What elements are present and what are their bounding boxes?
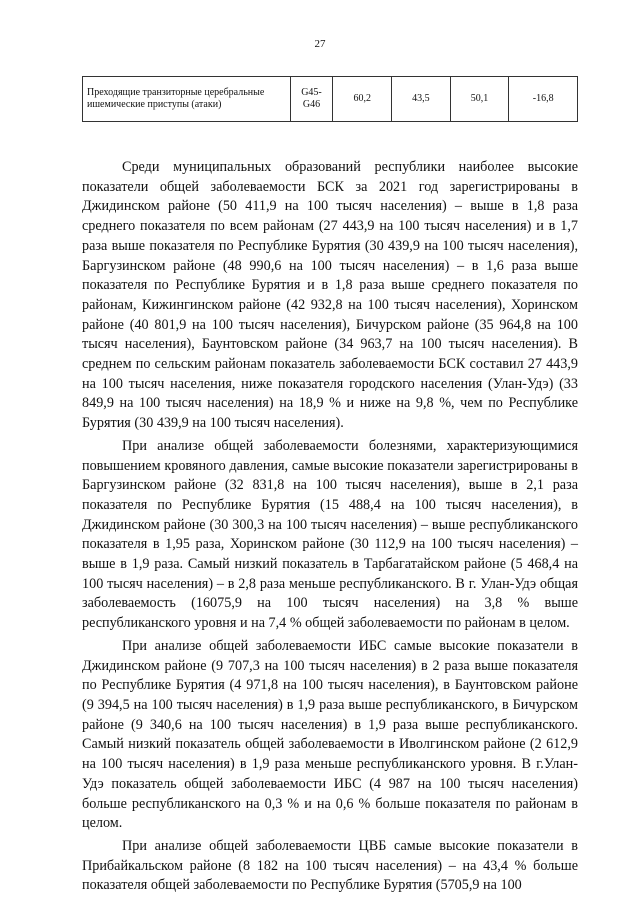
- paragraph: При анализе общей заболеваемости ИБС самые высокие показатели в Джидинском районе (9 707,3 на 100 тысяч населения) в 2 раза выше показателя по Республике Бурятия (4 971,8 на 100 тысяч населения), в Баунтовском районе (9 394,5 на 100 тысяч населения) в 1,9 раза выше республиканского, в Бичурском районе (9 340,6 на 100 тысяч населения) в 1,9 раза выше республиканского. Самый низкий показатель общей заболеваемости в Иволгинском районе (2 612,9 на 100 тысяч населения) в 1,9 раза меньше республиканского уровня. В г.Улан-Удэ показатель общей заболеваемости ИБС (4 987 на 100 тысяч населения) больше республиканского на 0,3 % и на 0,6 % больше показателя по районам в целом.: [82, 637, 578, 832]
- value-cell: 50,1: [450, 77, 509, 122]
- value-cell: -16,8: [509, 77, 578, 122]
- page-number: 27: [314, 38, 326, 50]
- value-cell: 43,5: [392, 77, 451, 122]
- paragraph: При анализе общей заболеваемости болезнями, характеризующимися повышением кровяного давления, самые высокие показатели зарегистрированы в Баргузинском районе (32 831,8 на 100 тысяч населения), выше в 2,1 раза показателя по Республике Бурятия (15 488,4 на 100 тысяч населения), в Джидинском районе (30 300,3 на 100 тысяч населения) – выше республиканского показателя в 1,95 раза, Хоринском районе (30 112,9 на 100 тысяч населения) – выше в 1,9 раза. Самый низкий показатель в Тарбагатайском районе (5 468,4 на 100 тысяч населения) – в 2,8 раза меньше республиканского. В г. Улан-Удэ общая заболеваемость (16075,9 на 100 тысяч населения) на 3,8 % выше республиканского уровня и на 7,4 % общей заболеваемости по районам в целом.: [82, 437, 578, 632]
- table-continuation: [82, 76, 578, 122]
- diagnosis-name-cell: Преходящие транзиторные церебральные ишемические приступы (атаки): [83, 77, 291, 122]
- icd-code-cell: G45-G46: [290, 77, 333, 122]
- value-cell: 60,2: [333, 77, 392, 122]
- paragraph: Среди муниципальных образований республики наиболее высокие показатели общей заболеваемости БСК за 2021 год зарегистрированы в Джидинском районе (50 411,9 на 100 тысяч населения) – выше в 1,8 раза среднего показателя по всем районам (27 443,9 на 100 тысяч населения) и в 1,7 раза выше показателя по Республике Бурятия (30 439,9 на 100 тысяч населения), Баргузинском районе (48 990,6 на 100 тысяч населения) – в 1,6 раза выше показателя по Республике Бурятия и в 1,8 раза выше среднего показателя по районам, Кижингинском районе (42 932,8 на 100 тысяч населения), Хоринском районе (40 801,9 на 100 тысяч населения), Бичурском районе (35 964,8 на 100 тысяч населения), Баунтовском районе (34 963,7 на 100 тысяч населения). В среднем по сельским районам показатель заболеваемости БСК составил 27 443,9 на 100 тысяч населения, ниже показателя городского населения (Улан-Удэ) (33 849,9 на 100 тысяч населения) на 18,9 % и ниже на 9,8 %, чем по Республике Бурятия (30 439,9 на 100 тысяч населения).: [82, 159, 578, 432]
- table-row: [83, 77, 578, 122]
- paragraph: При анализе общей заболеваемости ЦВБ самые высокие показатели в Прибайкальском районе (8 182 на 100 тысяч населения) – на 43,4 % больше показателя общей заболеваемости по Республике Бурятия (5705,9 на 100: [82, 837, 578, 894]
- body-text: [82, 158, 578, 899]
